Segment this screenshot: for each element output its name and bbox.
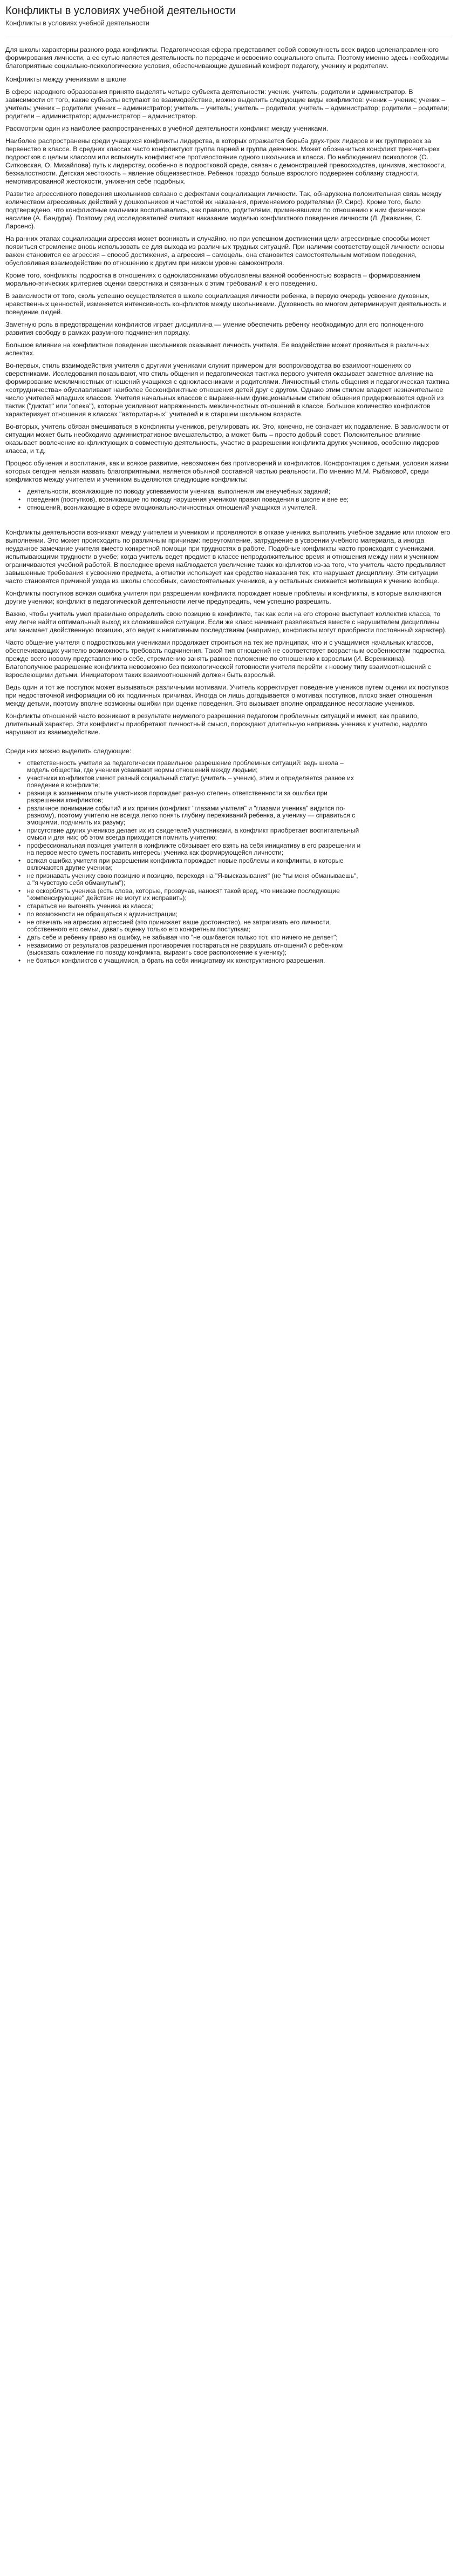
list-item-text: присутствие других учеников делает их из свидетелей участниками, а конфликт приобретает воспитательный смысл и для них; об этом всегда приходится помнить учителю; [27,827,359,841]
spacer [5,741,452,747]
list-item-text: по возможности не обращаться к администрации; [27,910,178,918]
paragraph: Заметную роль в предотвращении конфликтов играет дисциплина — умение обеспечить ребенку необходимую для его полноценного развития свободу в рамках разумного подчинения порядку. [5,321,424,336]
list-item-text: профессиональная позиция учителя в конфликте обязывает его взять на себя инициативу в его разрешении и на первое место суметь поставить интересы ученика как формирующейся личности; [27,842,361,856]
paragraph: В сфере народного образования принято выделять четыре субъекта деятельности: ученик, учитель, родители и администратор. В зависимости от того, какие субъекты вступают во взаимодействие, можно выделить следующие виды конфликтов: ученик – ученик; ученик – учитель; ученик – родители; ученик – администратор; учитель – учитель; учитель – родители; учитель – администратор; родители – родители; родители – администратор; администратор – администратор. [5,88,449,120]
list-item-text: участники конфликтов имеют разный социальный статус (учитель – ученик), этим и определяется разное их поведение в конфликте; [27,774,354,789]
list-item-text: не отвечать на агрессию агрессией (это принижает ваше достоинство), не затрагивать его личности, собственного его семьи, давать оценку только его конкретным поступкам; [27,918,331,933]
paragraph: В зависимости от того, сколь успешно осуществляется в школе социализация личности ребенка, в первую очередь усвоение духовных, нравственных ценностей, изменяется интенсивность конфликтов между школьниками. Духовность во многом детерминирует деятельность и поведение людей. [5,292,447,316]
document [0,0,457,964]
list-item [18,759,361,774]
bullet-icon: • [18,918,21,926]
list-item-text: не оскорблять ученика (есть слова, которые, прозвучав, наносят такой вред, что никакие последующие "компенсирующие" действия не могут их исправить); [27,887,340,902]
paragraph: На ранних этапах социализации агрессия может возникать и случайно, но при успешном достижении цели агрессивные способы может появиться стремление вновь использовать ее для выхода из различных трудных ситуаций. При наличии соответствующей личности основы важен становится ее агрессия – способ достижения, а агрессия – самоцель, она становится самостоятельным мотивом поведения, обусловливая взаимодействие по отношению к другим при низком уровне самоконтроля. [5,235,445,267]
bullet-icon: • [18,857,21,864]
list-item-text: ответственность учителя за педагогически правильное разрешение проблемных ситуаций: ведь школа – модель общества, где ученики усваивают нормы отношений между людьми; [27,759,344,774]
list-item [18,774,361,789]
list-item [18,934,361,941]
list-item-text: различное понимание событий и их причин (конфликт "глазами учителя" и "глазами ученика" видится по-разному), поэтому учителю не всегда легко понять глубину переживаний ребенка, а ученику — справиться с эмоциями, подчинить их разуму; [27,804,356,826]
list-item [18,887,361,902]
list-item [18,902,361,910]
page-title: Конфликты в условиях учебной деятельности [5,5,236,17]
bullet-icon: • [18,910,21,918]
bullet-icon: • [18,942,21,949]
bullet-icon: • [18,488,21,495]
intro-paragraph: Для школы характерны разного рода конфликты. Педагогическая сфера представляет собой совокупность всех видов целенаправленного формирования личности, а ее сутью является деятельность по передаче и освоению социального опыта. Поэтому именно здесь необходимы благоприятные социально-психологические условия, обеспечивающие душевный комфорт педагогу, ученику и родителям. [5,46,449,70]
list-item-text: стараться не выгонять ученика из класса; [27,902,153,910]
bullet-icon: • [18,957,21,964]
bullet-icon: • [18,804,21,812]
bullet-icon: • [18,827,21,834]
paragraph: Ведь один и тот же поступок может вызываться различными мотивами. Учитель корректирует поведение учеников путем оценки их поступков при недостаточной информации об их подлинных причинах. Иногда он лишь догадывается о мотивах поступков, плохо знает отношения между детьми, поэтому вполне возможны ошибки при оценке поведения. Это вызывает вполне оправданное несогласие учеников. [5,684,449,707]
list-item [18,910,361,918]
list-item-text: поведения (поступков), возникающие по поводу нарушения учеником правил поведения в школе и вне ее; [27,496,349,503]
reasons-intro: Среди них можно выделить следующие: [5,747,132,755]
bullet-icon: • [18,504,21,511]
paragraph: Конфликты отношений часто возникают в результате неумелого разрешения педагогом проблемных ситуаций и имеют, как правило, длительный характер. Эти конфликты приобретают личностный смысл, порождают длительную неприязнь ученика к учителю, надолго нарушают их взаимодействие. [5,712,427,736]
list-item [18,488,372,495]
list-item [18,872,361,887]
paragraph: Во-вторых, учитель обязан вмешиваться в конфликты учеников, регулировать их. Это, конечно, не означает их подавление. В зависимости от ситуации может быть необходимо административное вмешательство, а может быть – просто добрый совет. Положительное влияние оказывает вовлечение конфликтующих в совместную деятельность, участие в разрешении конфликта других учеников, особенно лидеров класса, и т.д. [5,423,449,455]
bullet-icon: • [18,789,21,797]
list-item-text: дать себе и ребенку право на ошибку, не забывая что "не ошибается только тот, кто ничего не делает"; [27,934,338,941]
list-item [18,918,361,933]
list-item [18,842,361,856]
list-item [18,957,361,964]
paragraph: Конфликты поступков всякая ошибка учителя при разрешении конфликта порождает новые проблемы и конфликты, в которые включаются другие ученики; конфликт в педагогической деятельности легче предупредить, чем успешно разрешить. [5,590,441,605]
paragraph: Кроме того, конфликты подростка в отношениях с одноклассниками обусловлены важной особенностью возраста – формированием морально-этических критериев оценки сверстника и связанных с этим требований к его поведению. [5,272,420,287]
conflict-types-list [5,488,452,511]
list-item [18,804,361,826]
list-item-text: не признавать ученику свою позицию и позицию, переходя на "Я-высказывания" (не "ты меня обманываешь", а "я чувствую себя обманутым"); [27,872,358,887]
paragraph: Наиболее распространены среди учащихся конфликты лидерства, в которых отражается борьба двух-трех лидеров и их группировок за первенство в классе. В средних классах часто конфликтуют группа парней и группа девчонок. Может обозначиться конфликт трех-четырех подростков с целым классом или вспыхнуть конфликтное противостояние одного школьника и класса. По наблюдениям психологов (О. Ситковская, О. Михайлова) путь к лидерству, особенно в подростковой среде, связан с демонстрацией превосходства, цинизма, жестокости, безжалостности. Детская жестокость – явление общеизвестное. Ребенок гораздо больше взрослого подвержен соблазну стадности, немотивированной жестокости, унижения себе подобных. [5,137,446,185]
list-item [18,857,361,871]
page-subtitle: Конфликты в условиях учебной деятельности [5,19,452,37]
list-item [18,504,372,511]
paragraph: Часто общение учителя с подростковыми учениками продолжает строиться на тех же принципах, что и с учащимися начальных классов, обеспечивающих учителю возможность требовать подчинения. Такой тип отношений не соответствует возрастным особенностям подростка, прежде всего новому представлению о себе, стремлению занять равное положение по отношению к взрослым (И. Вереникина). Благополучное разрешение конфликта невозможно без психологической готовности учителя перейти к новому типу взаимоотношений с взрослеющими детьми. Инициатором таких взаимоотношений должен быть взрослый. [5,639,446,679]
paragraph: Большое влияние на конфликтное поведение школьников оказывает личность учителя. Ее воздействие может проявиться в различных аспектах. [5,341,429,357]
bullet-icon: • [18,934,21,941]
paragraph: Важно, чтобы учитель умел правильно определить свою позицию в конфликте, так как если на его стороне выступает коллектив класса, то ему легче найти оптимальный выход из сложившейся ситуации. Если же класс начинает развлекаться вместе с нарушителем дисциплины или занимает двойственную позицию, это ведет к негативным последствиям (например, конфликты могут приобрести постоянный характер). [5,610,447,634]
list-item-text: отношений, возникающие в сфере эмоционально-личностных отношений учащихся и учителей. [27,504,317,511]
bullet-icon: • [18,842,21,849]
bullet-icon: • [18,496,21,503]
bullet-icon: • [18,872,21,880]
paragraph: Процесс обучения и воспитания, как и всякое развитие, невозможен без противоречий и конфликтов. Конфронтация с детьми, условия жизни которых сегодня нельзя назвать благоприятными, является обычной составной частью реальности. По мнению М.М. Рыбаковой, среди конфликтов между учителем и учеником выделяются следующие конфликты: [5,459,449,483]
bullet-icon: • [18,774,21,782]
list-item [18,789,361,804]
paragraph: Конфликты деятельности возникают между учителем и учеником и проявляются в отказе ученика выполнить учебное задание или плохом его выполнении. Это может происходить по различным причинам: переутомление, затруднение в усвоении учебного материала, а иногда неудачное замечание учителя вместо конкретной помощи при трудностях в работе. Подобные конфликты часто происходят с учениками, испытывающими трудности в учебе; когда учитель ведет предмет в классе непродолжительное время и отношения между ним и учеником ограничиваются учебной работой. В последнее время наблюдается увеличение таких конфликтов из-за того, что учитель часто предъявляет завышенные требования к усвоению предмета, а отметки использует как средство наказания тех, кто нарушает дисциплину. Эти ситуации часто становятся причиной ухода из школы способных, самостоятельных учеников, а у остальных снижается мотивация к учению вообще. [5,529,451,585]
list-item [18,942,361,956]
paragraph: Развитие агрессивного поведения школьников связано с дефектами социализации личности. Так, обнаружена положительная связь между количеством агрессивных действий у дошкольников и частотой их наказания, применяемого родителями (Р. Сирс). Кроме того, было подтверждено, что конфликтные мальчики воспитывались, как правило, родителями, применявшими по отношению к ним физическое насилие (А. Бандура). Поэтому ряд исследователей считают наказание моделью конфликтного поведения личности (Л. Джавинен, С. Ларсенс). [5,190,442,230]
bullet-icon: • [18,887,21,895]
list-item [18,827,361,841]
list-item-text: не бояться конфликтов с учащимися, а брать на себя инициативу их конструктивного разрешения. [27,957,325,964]
list-item-text: независимо от результатов разрешения противоречия постараться не разрушать отношений с ребенком (высказать сожаление по поводу конфликта, выразить свое расположение к ученику); [27,942,343,956]
bullet-icon: • [18,759,21,767]
paragraph: Во-первых, стиль взаимодействия учителя с другими учениками служит примером для воспроизводства во взаимоотношениях со сверстниками. Исследования показывают, что стиль общения и педагогическая тактика первого учителя оказывает заметное влияние на формирование межличностных отношений учащихся с одноклассниками и родителями. Личностный стиль общения и педагогическая тактика «сотрудничества» обуславливают наиболее бесконфликтные отношения детей друг с другом. Однако этим стилем владеет незначительное число учителей младших классов. Учителя начальных классов с выраженным функциональным стилем общения придерживаются одной из тактик ("диктат" или "опека"), которые усиливают напряженность межличностных отношений в классе. Большое количество конфликтов характеризует отношения в классах "авторитарных" учителей и в старшем школьном возрасте. [5,362,449,418]
list-item [18,496,372,503]
reasons-list [5,760,452,964]
paragraph: Рассмотрим один из наиболее распространенных в учебной деятельности конфликт между учениками. [5,125,329,132]
section-heading: Конфликты между учениками в школе [5,76,126,83]
list-item-text: деятельности, возникающие по поводу успеваемости ученика, выполнения им внеучебных заданий; [27,488,331,495]
list-item-text: разница в жизненном опыте участников порождает разную степень ответственности за ошибки при разрешении конфликтов; [27,789,328,804]
spacer [5,517,452,529]
list-item-text: всякая ошибка учителя при разрешении конфликта порождает новые проблемы и конфликты, в которые включаются другие ученики; [27,857,344,871]
bullet-icon: • [18,902,21,910]
